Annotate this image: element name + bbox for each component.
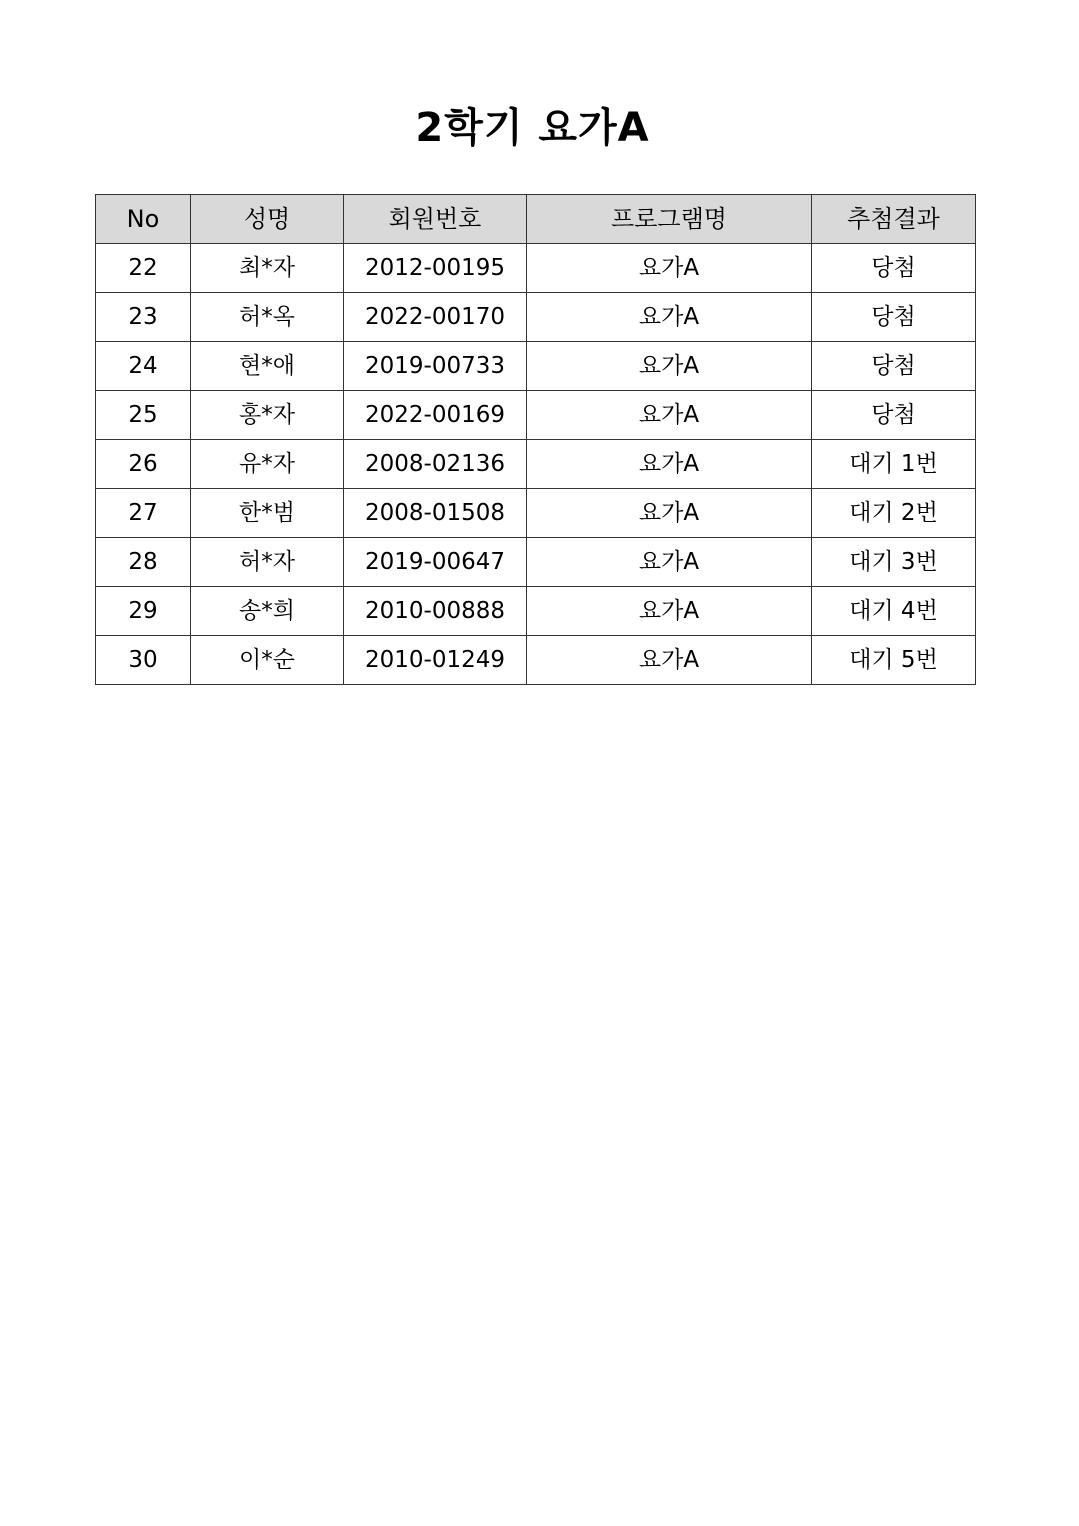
cell-result: 당첨 xyxy=(812,391,976,440)
cell-program: 요가A xyxy=(527,538,812,587)
cell-name: 허*옥 xyxy=(191,293,344,342)
cell-name: 유*자 xyxy=(191,440,344,489)
cell-no: 23 xyxy=(96,293,191,342)
cell-no: 22 xyxy=(96,244,191,293)
cell-name: 이*순 xyxy=(191,636,344,685)
cell-result: 대기 4번 xyxy=(812,587,976,636)
cell-no: 29 xyxy=(96,587,191,636)
cell-name: 최*자 xyxy=(191,244,344,293)
lottery-results-table xyxy=(95,194,976,685)
cell-member-no: 2022-00170 xyxy=(344,293,527,342)
cell-name: 현*애 xyxy=(191,342,344,391)
table-row xyxy=(96,293,976,342)
cell-member-no: 2008-01508 xyxy=(344,489,527,538)
cell-result: 대기 2번 xyxy=(812,489,976,538)
cell-member-no: 2008-02136 xyxy=(344,440,527,489)
table-row xyxy=(96,587,976,636)
cell-no: 30 xyxy=(96,636,191,685)
cell-member-no: 2010-01249 xyxy=(344,636,527,685)
cell-name: 송*희 xyxy=(191,587,344,636)
cell-member-no: 2022-00169 xyxy=(344,391,527,440)
cell-program: 요가A xyxy=(527,636,812,685)
cell-no: 27 xyxy=(96,489,191,538)
header-result: 추첨결과 xyxy=(812,195,976,244)
cell-no: 28 xyxy=(96,538,191,587)
table-row xyxy=(96,391,976,440)
table-row xyxy=(96,538,976,587)
page-title: 2학기 요가A xyxy=(415,105,650,151)
table-header-row xyxy=(96,195,976,244)
cell-name: 허*자 xyxy=(191,538,344,587)
header-member-no: 회원번호 xyxy=(344,195,527,244)
cell-program: 요가A xyxy=(527,440,812,489)
cell-result: 당첨 xyxy=(812,244,976,293)
cell-no: 24 xyxy=(96,342,191,391)
cell-program: 요가A xyxy=(527,391,812,440)
cell-result: 대기 1번 xyxy=(812,440,976,489)
cell-member-no: 2012-00195 xyxy=(344,244,527,293)
cell-result: 당첨 xyxy=(812,293,976,342)
cell-member-no: 2010-00888 xyxy=(344,587,527,636)
table-row xyxy=(96,489,976,538)
cell-program: 요가A xyxy=(527,489,812,538)
cell-name: 한*범 xyxy=(191,489,344,538)
table-row xyxy=(96,342,976,391)
header-no: No xyxy=(96,195,191,244)
table-row xyxy=(96,636,976,685)
table-row xyxy=(96,244,976,293)
cell-program: 요가A xyxy=(527,587,812,636)
cell-name: 홍*자 xyxy=(191,391,344,440)
cell-member-no: 2019-00647 xyxy=(344,538,527,587)
cell-program: 요가A xyxy=(527,342,812,391)
cell-result: 대기 3번 xyxy=(812,538,976,587)
header-name: 성명 xyxy=(191,195,344,244)
cell-program: 요가A xyxy=(527,244,812,293)
header-program: 프로그램명 xyxy=(527,195,812,244)
cell-result: 대기 5번 xyxy=(812,636,976,685)
cell-program: 요가A xyxy=(527,293,812,342)
cell-result: 당첨 xyxy=(812,342,976,391)
cell-no: 25 xyxy=(96,391,191,440)
cell-member-no: 2019-00733 xyxy=(344,342,527,391)
cell-no: 26 xyxy=(96,440,191,489)
table-row xyxy=(96,440,976,489)
